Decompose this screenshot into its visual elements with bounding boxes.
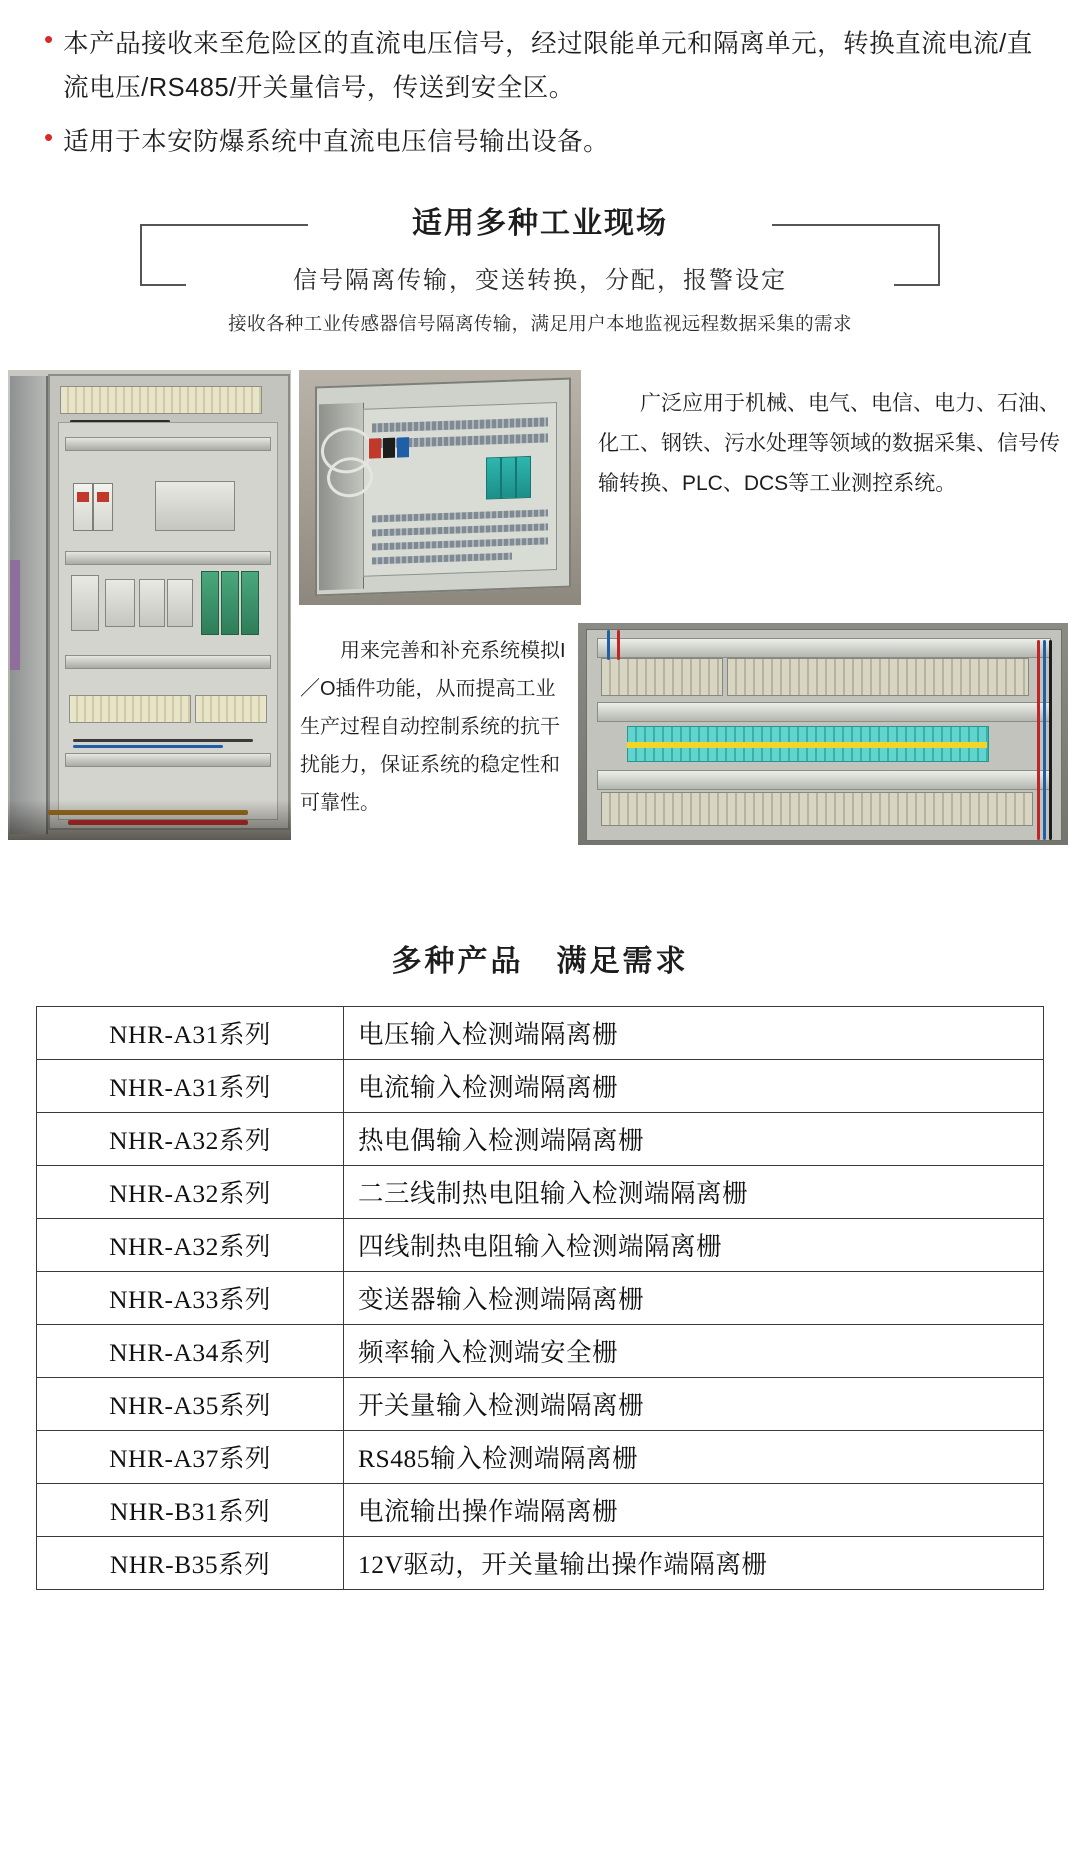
- product-desc: 频率输入检测端安全栅: [344, 1325, 1044, 1378]
- product-desc: 电流输入检测端隔离栅: [344, 1060, 1044, 1113]
- table-row: [37, 1219, 1044, 1272]
- product-desc: 电流输出操作端隔离栅: [344, 1484, 1044, 1537]
- product-model: NHR-A33系列: [37, 1272, 344, 1325]
- table-row: [37, 1060, 1044, 1113]
- table-row: [37, 1272, 1044, 1325]
- table-row: [37, 1007, 1044, 1060]
- section-subtitle: 信号隔离传输，变送转换，分配，报警设定: [293, 267, 787, 294]
- product-model: NHR-B35系列: [37, 1537, 344, 1590]
- intro-bullet-list: [0, 0, 1080, 164]
- product-model: NHR-A31系列: [37, 1007, 344, 1060]
- table-row: [37, 1378, 1044, 1431]
- photo-cabinet: [8, 370, 291, 840]
- product-desc: RS485输入检测端隔离栅: [344, 1431, 1044, 1484]
- product-model: NHR-A32系列: [37, 1113, 344, 1166]
- bullet-dot-icon: •: [44, 122, 54, 152]
- product-desc: 12V驱动，开关量输出操作端隔离栅: [344, 1537, 1044, 1590]
- product-desc: 电压输入检测端隔离栅: [344, 1007, 1044, 1060]
- products-title: 多种产品 满足需求: [391, 945, 689, 978]
- list-item: [44, 120, 1040, 164]
- table-row: [37, 1537, 1044, 1590]
- table-row: [37, 1431, 1044, 1484]
- product-model: NHR-B31系列: [37, 1484, 344, 1537]
- photo-terminals: [578, 623, 1068, 845]
- photo-controlbox: [299, 370, 581, 605]
- table-row: [37, 1484, 1044, 1537]
- product-desc: 变送器输入检测端隔离栅: [344, 1272, 1044, 1325]
- bullet-dot-icon: •: [44, 24, 54, 54]
- table-row: [37, 1325, 1044, 1378]
- intro-bullet-text-2: 适用于本安防爆系统中直流电压信号输出设备。: [63, 128, 610, 156]
- product-model: NHR-A32系列: [37, 1166, 344, 1219]
- photo-collage: [0, 370, 1080, 870]
- product-model: NHR-A31系列: [37, 1060, 344, 1113]
- section-description: 接收各种工业传感器信号隔离传输，满足用户本地监视远程数据采集的需求: [228, 313, 852, 334]
- intro-bullet-text-1: 本产品接收来至危险区的直流电压信号，经过限能单元和隔离单元，转换直流电流/直流电压/RS485/开关量信号，传送到安全区。: [63, 30, 1033, 102]
- product-model: NHR-A37系列: [37, 1431, 344, 1484]
- product-desc: 热电偶输入检测端隔离栅: [344, 1113, 1044, 1166]
- section-title: 适用多种工业现场: [412, 207, 668, 240]
- table-row: [37, 1113, 1044, 1166]
- list-item: [44, 22, 1040, 110]
- product-desc: 开关量输入检测端隔离栅: [344, 1378, 1044, 1431]
- product-desc: 四线制热电阻输入检测端隔离栅: [344, 1219, 1044, 1272]
- collage-paragraph-middle: 用来完善和补充系统模拟I／O插件功能，从而提高工业生产过程自动控制系统的抗干扰能力，保证系统的稳定性和可靠性。: [300, 640, 566, 814]
- product-model: NHR-A35系列: [37, 1378, 344, 1431]
- product-model: NHR-A32系列: [37, 1219, 344, 1272]
- products-table: [36, 1006, 1044, 1590]
- collage-paragraph-right: 广泛应用于机械、电气、电信、电力、石油、化工、钢铁、污水处理等领域的数据采集、信号传输转换、PLC、DCS等工业测控系统。: [598, 392, 1060, 495]
- table-row: [37, 1166, 1044, 1219]
- product-model: NHR-A34系列: [37, 1325, 344, 1378]
- product-desc: 二三线制热电阻输入检测端隔离栅: [344, 1166, 1044, 1219]
- section-heading: [0, 198, 1080, 334]
